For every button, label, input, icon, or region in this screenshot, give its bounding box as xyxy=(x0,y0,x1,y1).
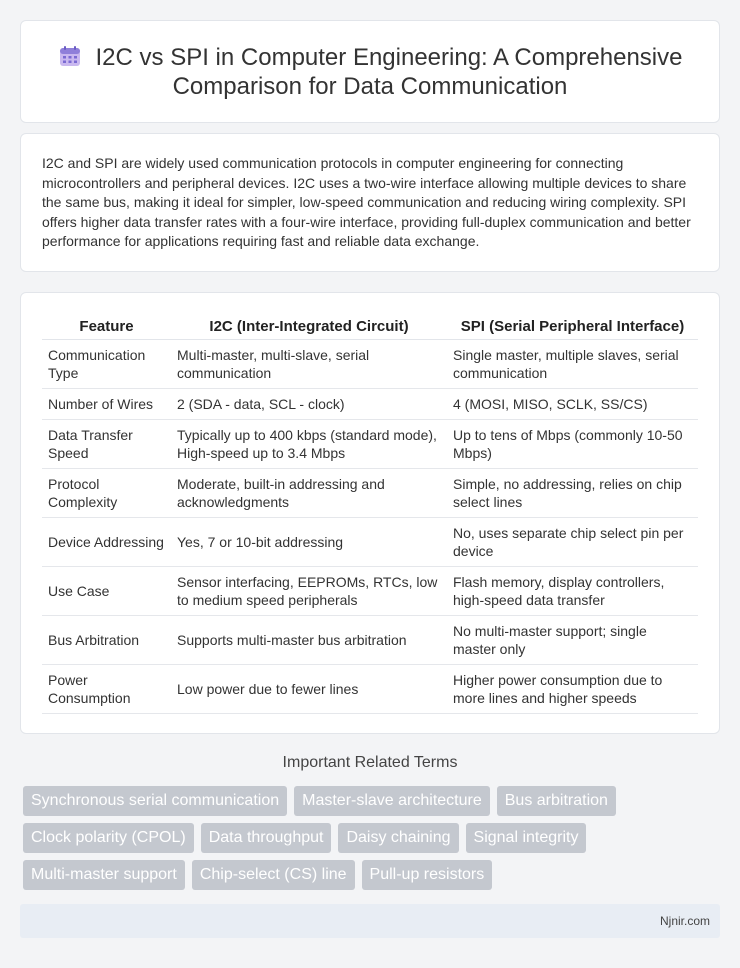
header-spi: SPI (Serial Peripheral Interface) xyxy=(447,315,698,339)
cell-i2c: Typically up to 400 kbps (standard mode), High-speed up to 3.4 Mbps xyxy=(171,419,447,468)
cell-i2c: 2 (SDA - data, SCL - clock) xyxy=(171,388,447,419)
cell-i2c: Multi-master, multi-slave, serial communication xyxy=(171,339,447,388)
table-header-row xyxy=(42,315,698,339)
tag-data-throughput[interactable]: Data throughput xyxy=(201,823,332,853)
table-row xyxy=(42,468,698,517)
header-feature: Feature xyxy=(42,315,171,339)
table-row xyxy=(42,566,698,615)
footer xyxy=(20,904,720,938)
cell-i2c: Sensor interfacing, EEPROMs, RTCs, low to medium speed peripherals xyxy=(171,566,447,615)
cell-spi: Flash memory, display controllers, high-speed data transfer xyxy=(447,566,698,615)
cell-feature: Use Case xyxy=(42,566,171,615)
tag-multi-master[interactable]: Multi-master support xyxy=(23,860,185,890)
title-card xyxy=(20,20,720,123)
cell-spi: Up to tens of Mbps (commonly 10-50 Mbps) xyxy=(447,419,698,468)
tag-synchronous-serial[interactable]: Synchronous serial communication xyxy=(23,786,287,816)
related-terms-list xyxy=(23,786,723,897)
tag-signal-integrity[interactable]: Signal integrity xyxy=(466,823,587,853)
cell-spi: 4 (MOSI, MISO, SCLK, SS/CS) xyxy=(447,388,698,419)
cell-feature: Data Transfer Speed xyxy=(42,419,171,468)
table-row xyxy=(42,339,698,388)
comparison-table xyxy=(42,315,698,714)
cell-i2c: Supports multi-master bus arbitration xyxy=(171,615,447,664)
comparison-card xyxy=(20,292,720,734)
title-line-2: Comparison for Data Communication xyxy=(172,73,568,100)
cell-feature: Communication Type xyxy=(42,339,171,388)
intro-card xyxy=(20,133,720,272)
tag-pull-up-resistors[interactable]: Pull-up resistors xyxy=(362,860,493,890)
table-row xyxy=(42,388,698,419)
tag-master-slave[interactable]: Master-slave architecture xyxy=(294,786,490,816)
table-row xyxy=(42,664,698,713)
cell-feature: Bus Arbitration xyxy=(42,615,171,664)
cell-feature: Device Addressing xyxy=(42,517,171,566)
cell-i2c: Moderate, built-in addressing and acknowledgments xyxy=(171,468,447,517)
page-title xyxy=(21,43,719,101)
cell-spi: Higher power consumption due to more lines and higher speeds xyxy=(447,664,698,713)
cell-spi: Single master, multiple slaves, serial communication xyxy=(447,339,698,388)
table-row xyxy=(42,419,698,468)
intro-paragraph: I2C and SPI are widely used communication protocols in computer engineering for connecting microcontrollers and peripheral devices. I2C uses a two-wire interface allowing multiple devices to share the same bus, making it ideal for simpler, low-speed communication and reducing wiring complexity. SPI offers higher data transfer rates with a four-wire interface, providing full-duplex communication and better performance for applications requiring fast and reliable data exchange. xyxy=(42,155,691,249)
cell-i2c: Low power due to fewer lines xyxy=(171,664,447,713)
cell-feature: Power Consumption xyxy=(42,664,171,713)
table-row xyxy=(42,517,698,566)
tag-row xyxy=(23,823,723,853)
header-i2c: I2C (Inter-Integrated Circuit) xyxy=(171,315,447,339)
tag-daisy-chaining[interactable]: Daisy chaining xyxy=(338,823,458,853)
footer-site[interactable]: Njnir.com xyxy=(659,914,710,928)
title-line-1: I2C vs SPI in Computer Engineering: A Comprehensive xyxy=(95,44,683,71)
cell-feature: Protocol Complexity xyxy=(42,468,171,517)
cell-spi: No, uses separate chip select pin per device xyxy=(447,517,698,566)
tag-row xyxy=(23,786,723,816)
tag-bus-arbitration[interactable]: Bus arbitration xyxy=(497,786,616,816)
cell-spi: Simple, no addressing, relies on chip select lines xyxy=(447,468,698,517)
tag-row xyxy=(23,860,723,890)
tag-chip-select[interactable]: Chip-select (CS) line xyxy=(192,860,355,890)
related-terms-heading: Important Related Terms xyxy=(282,754,458,771)
table-row xyxy=(42,615,698,664)
cell-i2c: Yes, 7 or 10-bit addressing xyxy=(171,517,447,566)
tag-clock-polarity[interactable]: Clock polarity (CPOL) xyxy=(23,823,194,853)
cell-spi: No multi-master support; single master only xyxy=(447,615,698,664)
calendar-icon xyxy=(58,44,82,68)
cell-feature: Number of Wires xyxy=(42,388,171,419)
